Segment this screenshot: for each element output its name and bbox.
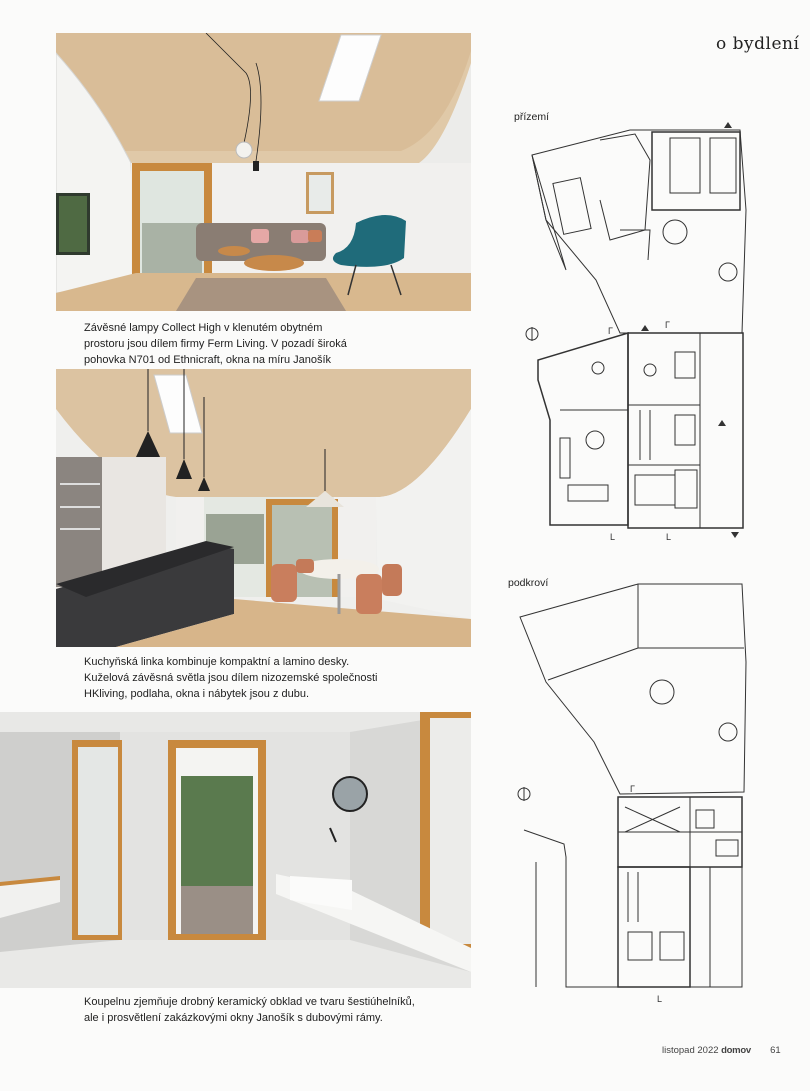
svg-text:L: L [666,532,672,542]
svg-text:Γ: Γ [608,326,613,336]
section-title: o bydlení [716,34,800,54]
living-room-caption: Závěsné lampy Collect High v klenutém obytném prostoru jsou dílem firmy Ferm Living. V pozadí široká pohovka N701 od Ethnicraft, okna na míru Janošík [84,322,347,366]
svg-text:L: L [657,994,663,1004]
magazine-brand: domov [721,1045,751,1056]
ground-floor-label: přízemí [514,111,550,123]
attic-floor-plan [510,582,770,1007]
svg-text:Γ: Γ [630,784,635,794]
attic-label: podkroví [508,577,549,589]
page-number: 61 [770,1045,781,1056]
kitchen-caption: Kuchyňská linka kombinuje kompaktní a lamino desky. Kuželová závěsná světla jsou dílem nizozemské společnosti HKliving, podlaha, okna i nábytek jsou z dubu. [84,656,378,700]
ground-floor-plan [510,120,770,545]
bathroom-photo [0,712,471,988]
svg-text:L: L [610,532,616,542]
svg-text:Γ: Γ [665,320,670,330]
living-room-photo [56,33,471,311]
footer [662,1045,781,1056]
bathroom-caption: Koupelnu zjemňuje drobný keramický obklad ve tvaru šestiúhelníků, ale i prosvětlení zakázkovými okny Janošík s dubovými rámy. [84,996,415,1024]
kitchen-photo [56,369,471,647]
issue-date: listopad 2022 [662,1045,719,1056]
